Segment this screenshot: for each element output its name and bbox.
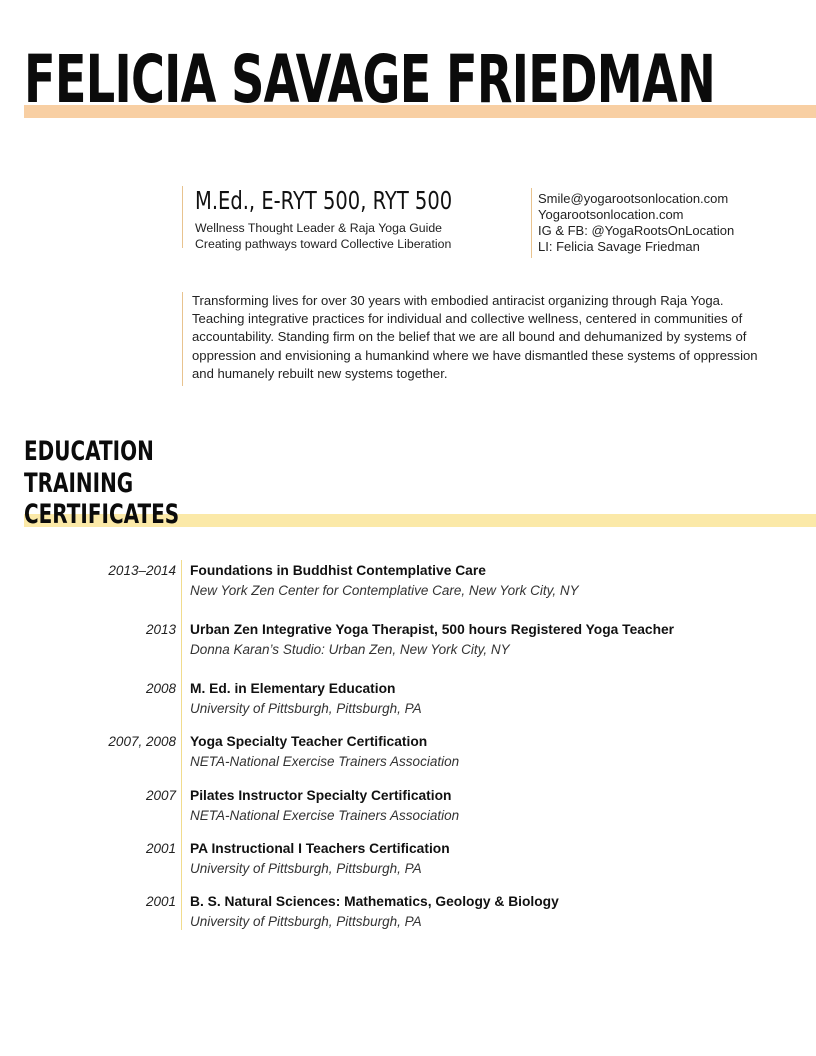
contact-email[interactable]: Smile@yogarootsonlocation.com <box>538 191 729 206</box>
education-item <box>0 732 816 776</box>
section-heading-line: EDUCATION <box>24 436 154 467</box>
education-years: 2001 <box>145 841 176 856</box>
education-years: 2001 <box>145 894 176 909</box>
education-institution: New York Zen Center for Contemplative Care, New York City, NY <box>190 583 579 598</box>
page-title: FELICIA SAVAGE FRIEDMAN <box>24 41 716 118</box>
education-institution: NETA-National Exercise Trainers Association <box>190 808 460 823</box>
contact-social: IG & FB: @YogaRootsOnLocation <box>538 223 735 238</box>
education-title: Urban Zen Integrative Yoga Therapist, 500 hours Registered Yoga Teacher <box>190 622 675 637</box>
education-institution: University of Pittsburgh, Pittsburgh, PA <box>190 701 422 716</box>
education-years: 2013–2014 <box>108 563 176 578</box>
education-item <box>0 620 816 664</box>
section-heading-education <box>24 436 179 531</box>
education-item <box>0 839 816 883</box>
education-institution: University of Pittsburgh, Pittsburgh, PA <box>190 914 422 929</box>
education-institution: Donna Karan’s Studio: Urban Zen, New York City, NY <box>190 642 510 657</box>
contact-linkedin: LI: Felicia Savage Friedman <box>538 239 700 254</box>
tagline-2: Creating pathways toward Collective Liberation <box>195 237 452 251</box>
section-heading-line: TRAINING <box>24 467 134 499</box>
education-title: Pilates Instructor Specialty Certification <box>190 788 452 803</box>
education-years: 2007 <box>145 788 176 803</box>
summary-divider <box>182 292 183 386</box>
contact-website[interactable]: Yogarootsonlocation.com <box>538 207 684 222</box>
education-item <box>0 892 816 936</box>
credentials: M.Ed., E-RYT 500, RYT 500 <box>195 186 453 215</box>
education-item <box>0 561 816 605</box>
education-item <box>0 786 816 830</box>
education-title: M. Ed. in Elementary Education <box>190 681 396 696</box>
education-years: 2008 <box>145 681 176 696</box>
contact-divider <box>531 188 532 258</box>
section-heading-line: CERTIFICATES <box>24 499 180 530</box>
education-years: 2013 <box>145 622 176 637</box>
education-title: B. S. Natural Sciences: Mathematics, Geology & Biology <box>190 894 559 909</box>
education-title: PA Instructional I Teachers Certification <box>190 841 450 856</box>
education-institution: NETA-National Exercise Trainers Association <box>190 754 460 769</box>
education-title: Yoga Specialty Teacher Certification <box>190 734 428 749</box>
education-item <box>0 679 816 723</box>
tagline-1: Wellness Thought Leader & Raja Yoga Guide <box>195 221 443 235</box>
credentials-divider <box>182 186 183 248</box>
summary-paragraph: Transforming lives for over 30 years with embodied antiracist organizing through Raja Yoga. Teaching integrative practices for individual and collective wellness, centered in communities of accountability. Standing firm on the belief that we are all bound and dehumanized by systems of oppression and envisioning a humankind where we have dismantled these systems of oppression and humanely rebuilt new systems together. <box>192 293 758 381</box>
education-institution: University of Pittsburgh, Pittsburgh, PA <box>190 861 422 876</box>
education-years: 2007, 2008 <box>108 734 176 749</box>
education-title: Foundations in Buddhist Contemplative Care <box>190 563 486 578</box>
